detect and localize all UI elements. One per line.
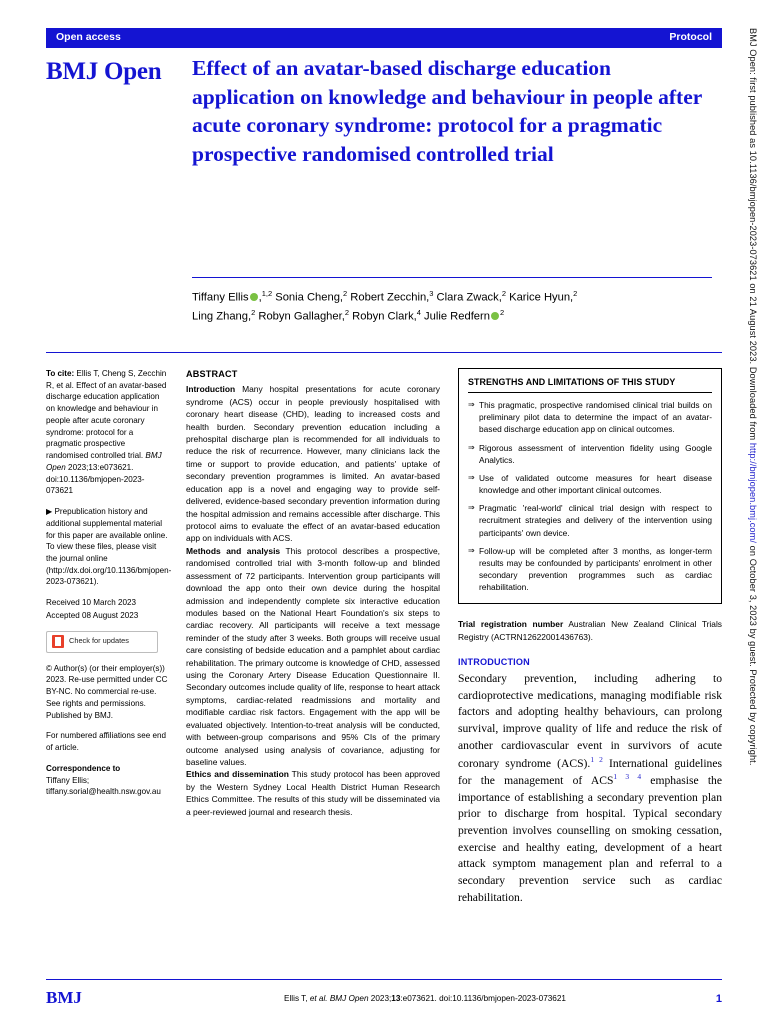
introduction-text-c: emphasise the importance of establishing a secondary prevention plan prior to discharge from hospital. Typical secondary prevention involves counselling on smoking cessation, exercise and healthy eating, development of a heart attack symptom management plan and referral to a secondary prevention service such as cardiac rehabilitation. bbox=[458, 773, 722, 904]
author-name: Sonia Cheng, bbox=[272, 291, 344, 304]
affiliations-note: For numbered affiliations see end of article. bbox=[46, 731, 166, 753]
correspondence-name: Tiffany Ellis; bbox=[46, 775, 90, 785]
author-affil-ref: 3 bbox=[429, 289, 434, 298]
author-affil-ref: 1,2 bbox=[261, 289, 273, 298]
list-item: ⇒ Pragmatic 'real-world' clinical trial design with respect to recruitment strategies and delivery of the intervention using participants' own device. bbox=[468, 502, 712, 539]
citation-ref[interactable]: 1 3 4 bbox=[613, 772, 642, 782]
right-column bbox=[458, 368, 722, 906]
footer-citation-a: Ellis T, bbox=[284, 994, 310, 1003]
prepublication-text: Prepublication history and additional supplemental material for this paper are available online. To view these files, please visit the journal online (http://dx.doi.org/10.1136/bmjopen-2023-073621). bbox=[46, 507, 172, 587]
trial-registration-text: Australian New Zealand Clinical Trials Registry (ACTRN12622001436763). bbox=[458, 619, 722, 642]
to-cite-block bbox=[46, 368, 168, 497]
side-text-link[interactable]: http://bmjopen.bmj.com/ bbox=[748, 442, 758, 544]
side-text-after: on October 3, 2023 by guest. Protected by copyright. bbox=[748, 543, 758, 766]
author-name: Robyn Clark, bbox=[349, 310, 417, 323]
abstract-introduction-text: Many hospital presentations for acute coronary syndrome (ACS) occur in people previously hospitalised with coronary heart disease (CHD), leading to increased costs and health burden. Secondary prevention education including a prehospital discharge plan is recommended for all individuals to reduce the risk of recurrence. However, many clinicians lack the time or support to provide education, and patients' uptake of secondary prevention programmes is limited. An avatar-based education app is a novel and engaging way to provide self-delivered, evidence-based secondary prevention information during the hospital admission and remains accessible after discharge. This protocol aims to evaluate the effect of an avatar-based education app on individuals with ACS. bbox=[186, 384, 440, 544]
to-cite-text: Ellis T, Cheng S, Zecchin R, et al. Effect of an avatar-based discharge education application on knowledge and behaviour in people after acute coronary syndrome: protocol for a pragmatic prospective randomised controlled trial. bbox=[46, 369, 167, 461]
received-date: Received 10 March 2023 bbox=[46, 598, 136, 608]
orcid-icon[interactable] bbox=[491, 312, 499, 320]
trial-registration-label: Trial registration number bbox=[458, 619, 564, 630]
page-title: Effect of an avatar-based discharge education application on knowledge and behaviour in people after acute coronary syndrome: protocol for a pragmatic prospective randomised controlled trial bbox=[192, 56, 702, 166]
footer-divider bbox=[46, 979, 722, 980]
footer-citation-journal: et al. BMJ Open bbox=[309, 994, 369, 1003]
list-item: ⇒ Rigorous assessment of intervention fidelity using Google Analytics. bbox=[468, 442, 712, 466]
list-item: ⇒ Follow-up will be completed after 3 months, as longer-term results may be confounded by participants' enrolment in other secondary prevention programmes such as cardiac rehabilitation. bbox=[468, 545, 712, 594]
abstract-introduction bbox=[186, 383, 440, 544]
abstract-ethics-text: This study protocol has been approved by the Western Sydney Local Health District Human Research Ethics Committee. The results of this study will be disseminated via a peer-reviewed journal and research thesis. bbox=[186, 769, 440, 817]
author-name: Tiffany Ellis bbox=[192, 291, 249, 304]
footer-citation bbox=[190, 994, 660, 1003]
footer-citation-d: :e073621. doi:10.1136/bmjopen-2023-073621 bbox=[400, 994, 566, 1003]
to-cite-rest: 2023;13:e073621. doi:10.1136/bmjopen-2023-073621 bbox=[46, 462, 145, 496]
author-affil-ref: 2 bbox=[344, 308, 349, 318]
footer-citation-volume: 13 bbox=[391, 994, 401, 1003]
correspondence-label: Correspondence to bbox=[46, 763, 121, 773]
abstract-ethics bbox=[186, 768, 440, 818]
citation-ref[interactable]: 1 2 bbox=[590, 754, 603, 764]
article-type-label: Protocol bbox=[669, 31, 712, 43]
footer-brand: BMJ bbox=[46, 988, 82, 1007]
author-name: Robyn Gallagher, bbox=[255, 310, 345, 323]
open-access-banner bbox=[46, 28, 722, 48]
abstract-column bbox=[186, 368, 440, 818]
introduction-body bbox=[458, 671, 722, 906]
abstract-methods-text: This protocol describes a prospective, randomised controlled trial with 3-month follow-up and blinded assessment of 72 participants. Intervention group participants will download the app onto their own device during the hospital admission and independently complete six interactive education modules based on the National Heart Foundation's six steps to cardiac recovery. All participants will receive a text message reminder of the study after 3 weeks. Both groups will receive usual care consisting of bedside education and a pamphlet about cardiac rehabilitation. The primary outcome is knowledge of CHD, assessed using the Coronary Artery Disease Education Questionnaire II. Secondary outcomes include quality of life, response to heart attack symptoms, cardiac-related readmissions and mortality and modifiable cardiac risk factors. Engagement with the app will be evaluated objectively. Intention-to-treat analysis will be conducted, with between-group comparisons and 95% CIs of the primary outcome analysed using analysis of covariance, adjusting for baseline values. bbox=[186, 545, 440, 768]
author-affil-ref: 2 bbox=[573, 289, 578, 298]
to-cite-journal: BMJ Open bbox=[46, 451, 162, 472]
author-sep: , bbox=[258, 291, 262, 304]
correspondence-block bbox=[46, 763, 168, 798]
strengths-limitations-box bbox=[458, 368, 722, 604]
side-text-before: BMJ Open: first published as 10.1136/bmjopen-2023-073621 on 21 August 2023. Downloaded from bbox=[748, 28, 758, 443]
correspondence-email[interactable]: tiffany.sorial@health.nsw.gov.au bbox=[46, 787, 161, 797]
introduction-text-b: International guidelines for the management of ACS bbox=[458, 756, 723, 787]
strengths-list bbox=[468, 399, 712, 593]
author-name: Clara Zwack, bbox=[433, 291, 502, 304]
author-name: Ling Zhang, bbox=[192, 310, 252, 323]
side-watermark-text bbox=[748, 28, 758, 765]
sidebar-column bbox=[46, 368, 172, 807]
arrow-icon: ▶ bbox=[46, 507, 53, 517]
footer-citation-b: 2023; bbox=[368, 994, 392, 1003]
trial-registration bbox=[458, 618, 722, 643]
accepted-date: Accepted 08 August 2023 bbox=[46, 610, 139, 620]
abstract-heading: ABSTRACT bbox=[186, 369, 238, 379]
journal-masthead bbox=[46, 58, 186, 86]
author-name: Robert Zecchin, bbox=[347, 291, 430, 304]
list-item: ⇒ Use of validated outcome measures for heart disease knowledge and other important clinical outcomes. bbox=[468, 472, 712, 496]
author-list bbox=[192, 288, 712, 326]
list-item: ⇒ This pragmatic, prospective randomised clinical trial builds on preliminary pilot data to determine the impact of an avatar-based discharge education app on clinical outcomes. bbox=[468, 399, 712, 436]
prepublication-note bbox=[46, 506, 172, 588]
abstract-methods bbox=[186, 545, 440, 769]
strengths-title: STRENGTHS AND LIMITATIONS OF THIS STUDY bbox=[468, 377, 676, 387]
author-name: Karice Hyun, bbox=[506, 291, 574, 304]
author-name: Julie Redfern bbox=[420, 310, 490, 323]
author-affil-ref: 4 bbox=[416, 308, 421, 318]
introduction-heading: INTRODUCTION bbox=[458, 657, 530, 668]
author-affil-ref: 2 bbox=[343, 289, 348, 298]
page-number: 1 bbox=[715, 993, 722, 1005]
title-divider bbox=[192, 277, 712, 278]
abstract-ethics-label: Ethics and dissemination bbox=[186, 769, 289, 780]
header-divider bbox=[46, 352, 722, 353]
open-access-label: Open access bbox=[56, 31, 121, 43]
author-affil-ref: 2 bbox=[251, 308, 256, 318]
check-for-updates-button[interactable] bbox=[46, 631, 158, 653]
author-affil-ref: 2 bbox=[501, 289, 507, 298]
strengths-divider bbox=[468, 392, 712, 393]
crossmark-icon bbox=[52, 635, 64, 648]
introduction-text-a: Secondary prevention, including adhering to cardioprotective medications, managing modifiable risk factors and adopting healthy behaviours, can prolong survival, improve quality of life and reduce the risk of another cardiovascular event in survivors of acute coronary syndrome (ACS). bbox=[458, 672, 722, 770]
copyright-note: © Author(s) (or their employer(s)) 2023. Re-use permitted under CC BY-NC. No commercial re-use. See rights and permissions. Published by BMJ. bbox=[46, 663, 168, 720]
check-for-updates-label: Check for updates bbox=[69, 636, 129, 646]
orcid-icon[interactable] bbox=[250, 293, 258, 301]
abstract-methods-label: Methods and analysis bbox=[186, 545, 281, 556]
to-cite-label: To cite: bbox=[46, 369, 75, 378]
side-watermark-strip bbox=[728, 0, 770, 1024]
abstract-introduction-label: Introduction bbox=[186, 384, 236, 395]
journal-brand: BMJ Open bbox=[46, 58, 162, 85]
author-affil-ref: 2 bbox=[499, 308, 505, 318]
